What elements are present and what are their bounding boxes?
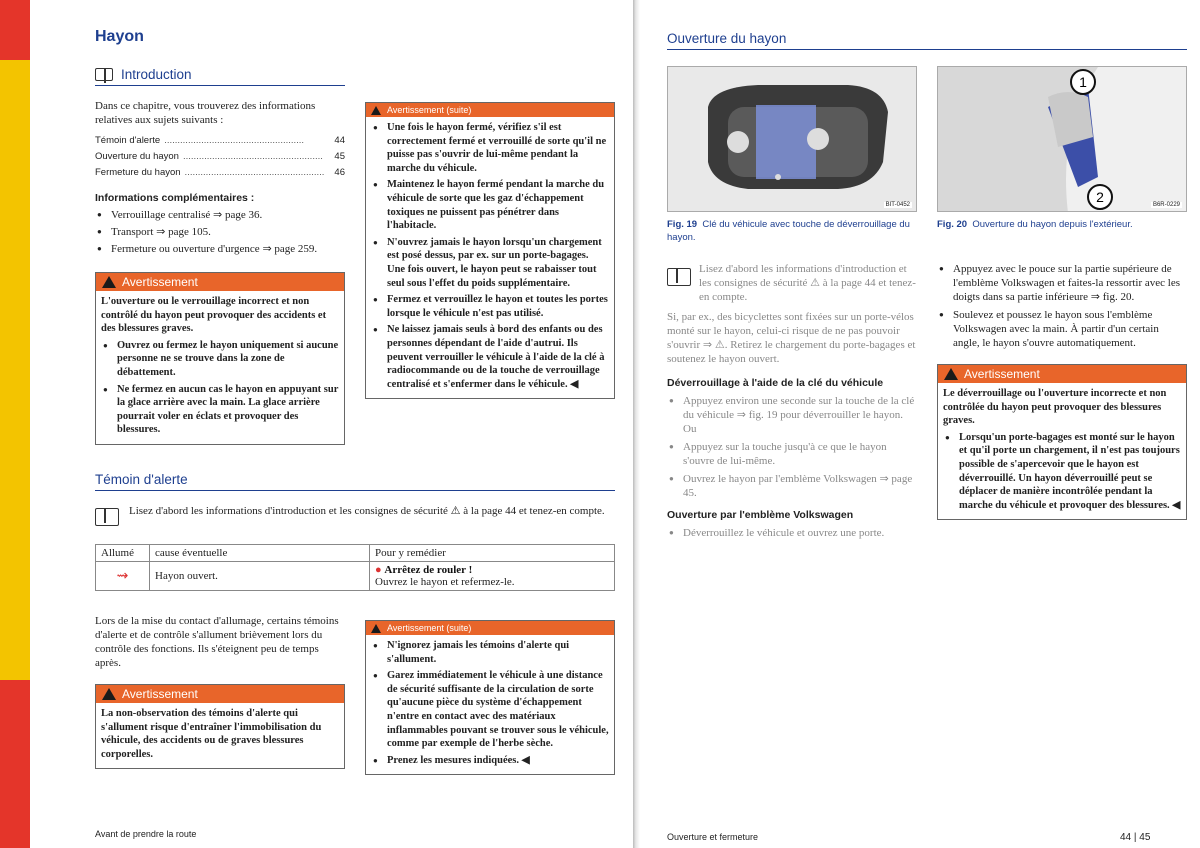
paragraph: Si, par ex., des bicyclettes sont fixées sur un porte-vélos monté sur le hayon, celui-ci risque de ne pas pouvoir s'ouvrir ⇒ ⚠. Retirez le chargement du porte-bagages et soutenez le hayon ouvert. [667, 311, 916, 365]
toc-item[interactable]: Fermeture du hayon ..................................................... 46 [95, 167, 345, 178]
book-gutter [633, 0, 640, 848]
warning-icon [371, 106, 381, 115]
link-item[interactable]: ● Fermeture ou ouverture d'urgence ⇒ page 259. [95, 242, 345, 256]
warning-header: Avertissement (suite) [366, 621, 614, 635]
subheading: Ouverture par l'emblème Volkswagen [667, 509, 854, 521]
figure-code: B6R-0229 [1152, 202, 1180, 208]
warning-icon [102, 688, 116, 700]
page-footer: Ouverture et fermeture [667, 832, 759, 842]
step-item: ● Appuyez environ une seconde sur la touche de la clé du véhicule ⇒ fig. 19 pour déverrouiller le hayon. Ou [667, 394, 917, 436]
book-icon [667, 268, 691, 286]
stop-icon: ● [375, 564, 382, 576]
step-item: ● Appuyez sur la touche jusqu'à ce que le hayon s'ouvre de lui-même. [667, 440, 917, 468]
warning-header: Avertissement (suite) [366, 103, 614, 117]
toc-list [95, 133, 345, 181]
book-icon [95, 508, 119, 526]
link-item[interactable]: ● Transport ⇒ page 105. [95, 225, 345, 239]
hatch-open-icon: ⇝ [96, 562, 150, 591]
step-item: ● Soulevez et poussez le hayon sous l'emblème Volkswagen avec la main. À partir d'un certain angle, le hayon s'ouvre automatiquement. [937, 308, 1187, 350]
figure-19 [667, 66, 917, 212]
warning-box-continued: Avertissement (suite) ● Une fois le hayon fermé, vérifiez s'il est correctement fermé et verrouillé de sorte qu'il ne puisse pas s'ouvrir de lui-même pendant la marche du véhicule. ● Maintenez le hayon fermé pendant la marche du véhicule de sorte que les gaz d'échappement toxiques ne puissent pas pénétrer dans l'habitacle. ● N'ouvrez jamais le hayon lorsqu'un chargement est posé dessus, par ex. sur un porte-bagages. Une fois ouvert, le hayon peut se rabaisser tout seul sous l'effet du poids supplémentaire. ● Fermez et verrouillez le hayon et toutes les portes lorsque le véhicule n'est pas utilisé. ● Ne laissez jamais seuls à bord des enfants ou des personnes dépendant de l'aide d'autrui. Ils peuvent verrouiller le véhicule à l'aide de la clé à radiocommande ou de la touche de verrouillage centralisé et s'enfermer dans le véhicule. ◀ [365, 102, 615, 399]
table-row [96, 562, 615, 591]
table-cell: Hayon ouvert. [150, 562, 370, 591]
section-introduction: Introduction [95, 67, 345, 86]
book-icon [95, 68, 113, 81]
warning-header: Avertissement [96, 685, 344, 703]
temoin-paragraph: Lors de la mise du contact d'allumage, certains témoins d'alerte et de contrôle s'allument brièvement lors du contrôle des fonctions. Ils s'éteignent peu de temps après. [95, 615, 339, 669]
page-numbers: 44 | 45 [1120, 832, 1151, 843]
warning-icon [944, 368, 958, 380]
intro-block [95, 99, 345, 256]
table-header: cause éventuelle [150, 545, 370, 562]
table-header: Pour y remédier [370, 545, 615, 562]
section-heading: Ouverture du hayon [667, 31, 1187, 50]
link-item[interactable]: ● Verrouillage centralisé ⇒ page 36. [95, 208, 345, 222]
warning-box: Avertissement L'ouverture ou le verrouillage incorrect et non contrôlé du hayon peut provoquer des accidents et des blessures graves. ● Ouvrez ou fermez le hayon uniquement si aucune personne ne se trouve dans la zone de débattement. ● Ne fermez en aucun cas le hayon en appuyant sur la glace arrière avec la main. La glace arrière pourrait voler en éclats et provoquer des blessures. [95, 272, 345, 445]
figure-20 [937, 66, 1187, 212]
warning-box: Avertissement Le déverrouillage ou l'ouverture incorrecte et non contrôlée du hayon peut provoquer des blessures graves. ● Lorsqu'un porte-bagages est monté sur le hayon et qu'il porte un chargement, il n'est pas toujours possible de s'apercevoir que le hayon est déverrouillé. Un hayon déverrouillé peut se déplacer de manière incontrôlée pendant la marche du véhicule et provoquer des blessures. ◀ [937, 364, 1187, 520]
warning-light-table [95, 544, 615, 591]
warning-icon [102, 276, 116, 288]
marker-2: 2 [1096, 189, 1104, 205]
table-cell: ● Arrêtez de rouler ! Ouvrez le hayon et refermez-le. [370, 562, 615, 591]
figure-20-caption: Fig. 20 Ouverture du hayon depuis l'extérieur. [937, 219, 1133, 230]
step-item: ● Déverrouillez le véhicule et ouvrez une porte. [667, 526, 917, 540]
warning-header: Avertissement [96, 273, 344, 291]
warning-box: Avertissement La non-observation des témoins d'alerte qui s'allument risque d'entraîner l'immobilisation du véhicule, des accidents ou de graves blessures corporelles. [95, 684, 345, 769]
key-illustration [668, 67, 917, 212]
subheading: Déverrouillage à l'aide de la clé du véhicule [667, 377, 884, 389]
lead-row [667, 262, 917, 304]
intro-lead: Dans ce chapitre, vous trouverez des informations relatives aux sujets suivants : [95, 100, 316, 126]
warning-icon [371, 624, 381, 633]
step-item: ● Ouvrez le hayon par l'emblème Volkswagen ⇒ page 45. [667, 472, 917, 500]
toc-item[interactable]: Ouverture du hayon ..................................................... 45 [95, 151, 345, 162]
page-footer: Avant de prendre la route [95, 829, 197, 839]
chapter-strip-red-bottom [0, 680, 30, 848]
chapter-strip-red [0, 0, 30, 60]
lead-text: Lisez d'abord les informations d'introduction et les consignes de sécurité ⚠ à la page 44 et tenez-en compte. [699, 263, 916, 303]
hatch-opening-illustration [938, 67, 1187, 212]
section-temoin: Témoin d'alerte [95, 472, 615, 491]
temoin-lead: Lisez d'abord les informations d'introduction et les consignes de sécurité ⚠ à la page 44 et tenez-en compte. [95, 504, 615, 526]
warning-header: Avertissement [938, 365, 1186, 383]
toc-item[interactable]: Témoin d'alerte ..................................................... 44 [95, 135, 345, 146]
page-title: Hayon [95, 28, 144, 45]
figure-19-caption: Fig. 19 Clé du véhicule avec touche de déverrouillage du hayon. [667, 219, 910, 243]
chapter-strip-yellow [0, 60, 30, 680]
right-col-1 [667, 262, 917, 540]
figure-code: BIT-0452 [885, 202, 910, 208]
marker-1: 1 [1079, 74, 1087, 90]
warning-box-continued: Avertissement (suite) ● N'ignorez jamais les témoins d'alerte qui s'allument. ● Garez immédiatement le véhicule à une distance de sécurité suffisante de la circulation de sorte qu'aucune pièce du système d'échappement n'entre en contact avec des matériaux inflammables pouvant se trouver sous le véhicule, comme par exemple de l'herbe sèche. ● Prenez les mesures indiquées. ◀ [365, 620, 615, 775]
table-header: Allumé [96, 545, 150, 562]
right-col-2 [937, 262, 1187, 350]
more-heading: Informations complémentaires : [95, 192, 255, 204]
step-item: ● Appuyez avec le pouce sur la partie supérieure de l'emblème Volkswagen et faites-la ressortir avec les doigts dans sa partie inférieure ⇒ fig. 20. [937, 262, 1187, 304]
